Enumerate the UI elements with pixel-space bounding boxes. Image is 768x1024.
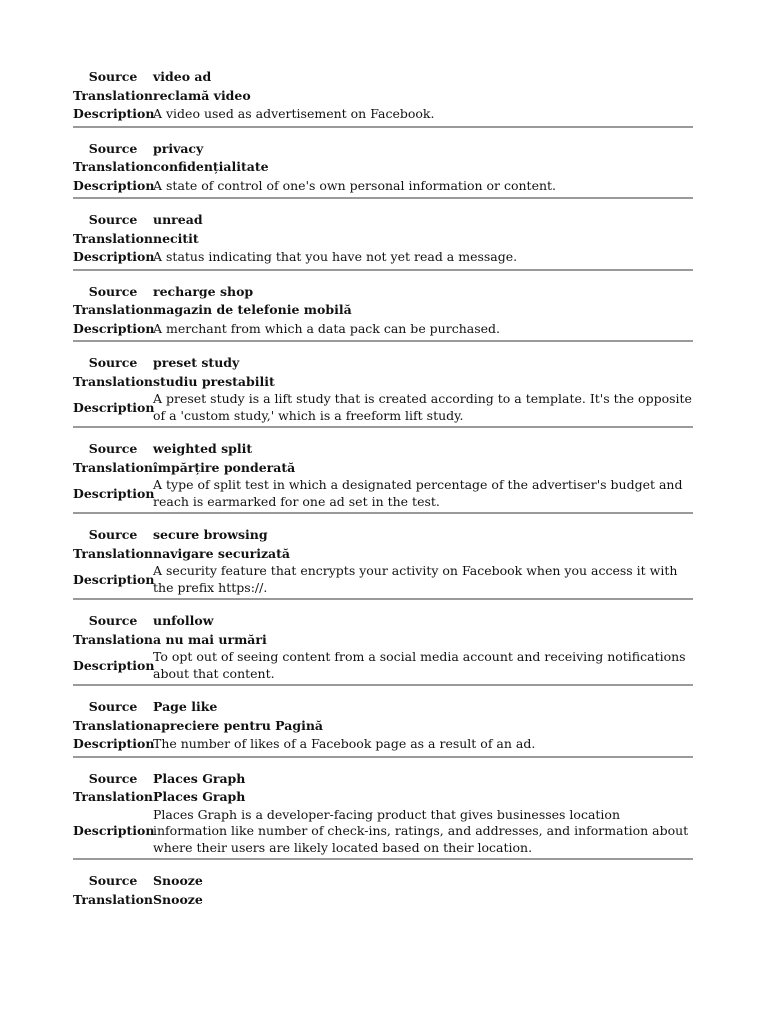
- description-text: A state of control of one's own personal information or content.: [153, 177, 557, 193]
- description-row: [73, 807, 693, 861]
- description-row: [73, 735, 693, 758]
- source-label: Source: [88, 613, 138, 629]
- description-row: [73, 391, 693, 428]
- source-row: [73, 698, 693, 717]
- source-term: Page like: [153, 699, 218, 715]
- translation-term: magazin de telefonie mobilă: [153, 302, 352, 318]
- source-label: Source: [88, 441, 138, 457]
- translation-row: [73, 230, 693, 249]
- source-term: weighted split: [153, 441, 253, 457]
- glossary-entry: [73, 770, 693, 861]
- translation-row: [73, 545, 693, 564]
- description-label: Description: [73, 736, 155, 752]
- description-label: Description: [73, 177, 155, 193]
- glossary-entry: [73, 526, 693, 600]
- description-text: Places Graph is a developer-facing product that gives businesses location information like number of check-ins, ratings, and addresses, and information about where their users are likely located based on their location.: [153, 806, 689, 855]
- translation-label: Translation: [73, 459, 153, 475]
- source-term: privacy: [153, 140, 204, 156]
- translation-label: Translation: [73, 789, 153, 805]
- description-row: [73, 320, 693, 343]
- description-text: A video used as advertisement on Facebook.: [153, 106, 435, 121]
- source-label: Source: [88, 140, 138, 156]
- description-text: A security feature that encrypts your activity on Facebook when you access it with the prefix https://.: [153, 563, 678, 595]
- source-row: [73, 211, 693, 230]
- description-label: Description: [73, 399, 155, 415]
- translation-term: studiu prestabilit: [153, 373, 275, 389]
- description-label: Description: [73, 657, 155, 673]
- translation-term: confidențialitate: [153, 159, 269, 175]
- source-label: Source: [88, 69, 138, 85]
- translation-term: a nu mai urmări: [153, 631, 267, 647]
- description-text: The number of likes of a Facebook page as a result of an ad.: [153, 736, 536, 751]
- description-text: A type of split test in which a designated percentage of the advertiser's budget and reach is earmarked for one ad set in the test.: [153, 477, 683, 509]
- glossary-page: [73, 68, 693, 909]
- translation-term: navigare securizată: [153, 545, 291, 561]
- source-term: unfollow: [153, 613, 214, 629]
- translation-term: apreciere pentru Pagină: [153, 717, 324, 733]
- glossary-entry: [73, 440, 693, 514]
- source-label: Source: [88, 873, 138, 889]
- translation-label: Translation: [73, 159, 153, 175]
- source-term: recharge shop: [153, 283, 254, 299]
- description-text: A preset study is a lift study that is created according to a template. It's the opposite of a 'custom study,' which is a freeform lift study.: [153, 391, 692, 423]
- translation-row: [73, 87, 693, 106]
- source-row: [73, 872, 693, 891]
- glossary-entry: [73, 612, 693, 686]
- translation-term: reclamă video: [153, 87, 251, 103]
- translation-row: [73, 631, 693, 650]
- glossary-entry: [73, 68, 693, 128]
- source-label: Source: [88, 699, 138, 715]
- description-text: To opt out of seeing content from a social media account and receiving notifications about that content.: [153, 649, 686, 681]
- translation-term: Snooze: [153, 891, 203, 907]
- translation-term: necitit: [153, 230, 199, 246]
- source-term: secure browsing: [153, 527, 268, 543]
- translation-label: Translation: [73, 891, 153, 907]
- source-label: Source: [88, 283, 138, 299]
- description-label: Description: [73, 571, 155, 587]
- translation-row: [73, 373, 693, 392]
- translation-row: [73, 158, 693, 177]
- source-label: Source: [88, 770, 138, 786]
- source-row: [73, 354, 693, 373]
- source-term: Places Graph: [153, 770, 246, 786]
- glossary-entry: [73, 283, 693, 343]
- glossary-entry: [73, 872, 693, 909]
- source-term: preset study: [153, 355, 240, 371]
- source-label: Source: [88, 355, 138, 371]
- description-row: [73, 563, 693, 600]
- description-row: [73, 105, 693, 128]
- source-label: Source: [88, 212, 138, 228]
- source-row: [73, 612, 693, 631]
- description-label: Description: [73, 249, 155, 265]
- translation-row: [73, 717, 693, 736]
- description-label: Description: [73, 106, 155, 122]
- glossary-entry: [73, 211, 693, 271]
- translation-row: [73, 891, 693, 910]
- translation-label: Translation: [73, 717, 153, 733]
- description-row: [73, 477, 693, 514]
- translation-label: Translation: [73, 302, 153, 318]
- source-row: [73, 283, 693, 302]
- translation-label: Translation: [73, 87, 153, 103]
- description-text: A merchant from which a data pack can be purchased.: [153, 320, 501, 336]
- source-row: [73, 440, 693, 459]
- translation-row: [73, 301, 693, 320]
- source-row: [73, 526, 693, 545]
- description-label: Description: [73, 320, 155, 336]
- source-term: Snooze: [153, 873, 203, 889]
- source-term: unread: [153, 212, 203, 228]
- translation-row: [73, 788, 693, 807]
- source-row: [73, 140, 693, 159]
- glossary-entry: [73, 140, 693, 200]
- source-row: [73, 68, 693, 87]
- translation-label: Translation: [73, 230, 153, 246]
- source-row: [73, 770, 693, 789]
- description-text: A status indicating that you have not yet read a message.: [153, 249, 518, 264]
- glossary-entry: [73, 354, 693, 428]
- translation-term: împărțire ponderată: [153, 459, 296, 475]
- translation-label: Translation: [73, 545, 153, 561]
- source-term: video ad: [153, 69, 212, 85]
- translation-row: [73, 459, 693, 478]
- description-row: [73, 177, 693, 200]
- source-label: Source: [88, 527, 138, 543]
- description-row: [73, 649, 693, 686]
- description-label: Description: [73, 485, 155, 501]
- translation-term: Places Graph: [153, 789, 246, 805]
- glossary-entry: [73, 698, 693, 758]
- translation-label: Translation: [73, 373, 153, 389]
- description-label: Description: [73, 823, 155, 839]
- translation-label: Translation: [73, 631, 153, 647]
- description-row: [73, 248, 693, 271]
